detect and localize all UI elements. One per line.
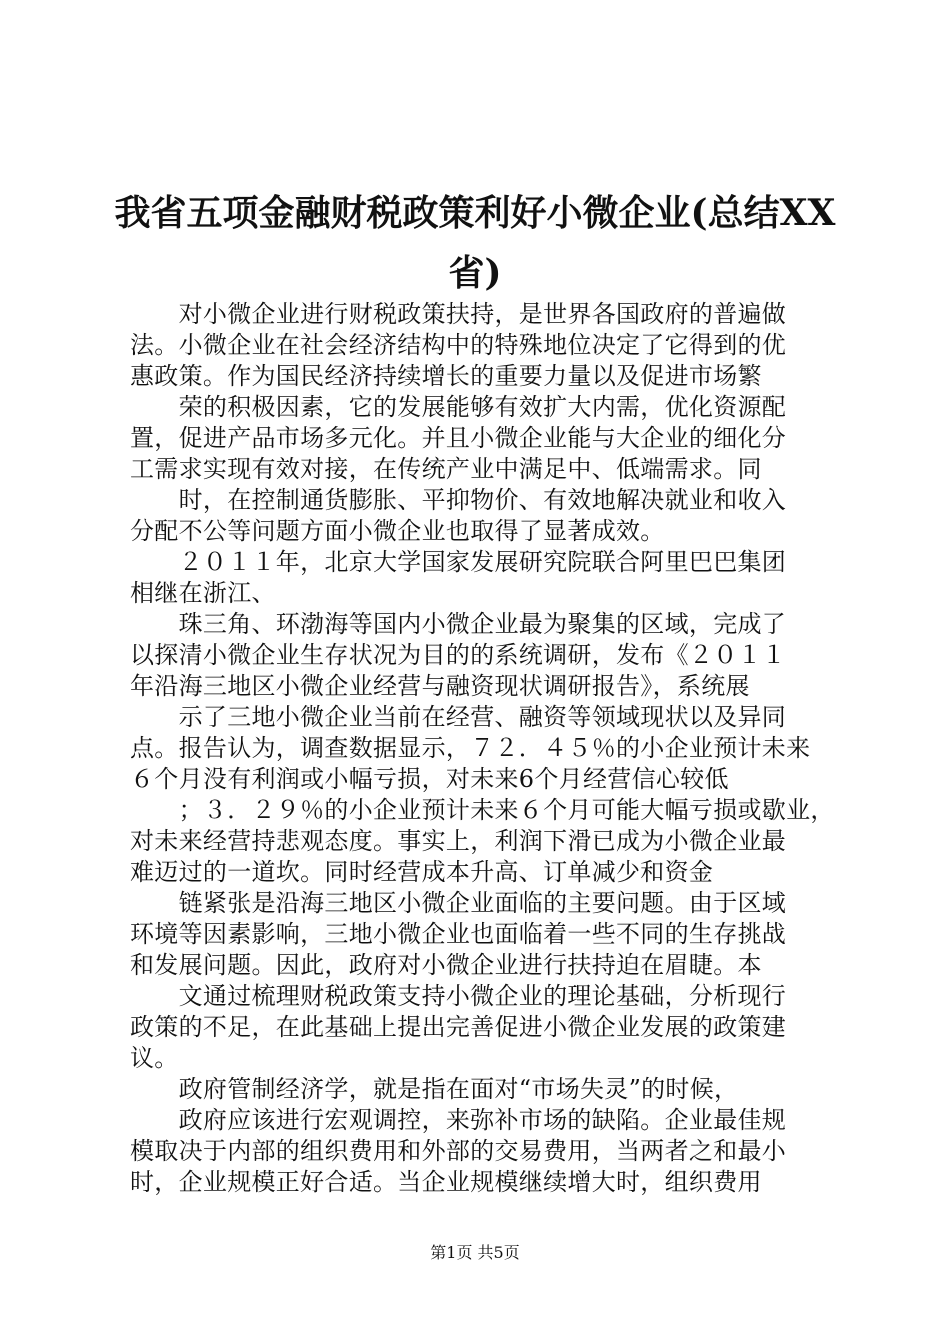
body-text-line: 荣的积极因素，它的发展能够有效扩大内需，优化资源配	[130, 393, 787, 421]
body-text-line: 难迈过的一道坎。同时经营成本升高、订单减少和资金	[130, 858, 714, 886]
body-text-line: 链紧张是沿海三地区小微企业面临的主要问题。由于区域	[130, 889, 787, 917]
body-text-line: 年沿海三地区小微企业经营与融资现状调研报告》，系统展	[130, 672, 750, 700]
body-text-line: 示了三地小微企业当前在经营、融资等领域现状以及异同	[130, 703, 787, 731]
body-text-line: 政策的不足，在此基础上提出完善促进小微企业发展的政策建	[130, 1013, 787, 1041]
body-text-line: 珠三角、环渤海等国内小微企业最为聚集的区域，完成了	[130, 610, 787, 638]
body-text-line: 和发展问题。因此，政府对小微企业进行扶持迫在眉睫。本	[130, 951, 762, 979]
page-footer: 第1页 共5页	[430, 1243, 520, 1262]
body-text-line: ２０１１年，北京大学国家发展研究院联合阿里巴巴集团	[130, 548, 787, 576]
body-text-line: 文通过梳理财税政策支持小微企业的理论基础，分析现行	[130, 982, 787, 1010]
body-text-line: 惠政策。作为国民经济持续增长的重要力量以及促进市场繁	[130, 362, 762, 390]
body-text-line: 工需求实现有效对接，在传统产业中满足中、低端需求。同	[130, 455, 762, 483]
body-text-line: 议。	[130, 1044, 179, 1072]
body-text-line: ；３．２９％的小企业预计未来６个月可能大幅亏损或歇业，	[130, 796, 835, 824]
body-text-line: 对未来经营持悲观态度。事实上，利润下滑已成为小微企业最	[130, 827, 787, 855]
body-text-line: ６个月没有利润或小幅亏损，对未来6个月经营信心较低	[130, 765, 729, 793]
body-text-line: 相继在浙江、	[130, 579, 276, 607]
body-text-line: 时，企业规模正好合适。当企业规模继续增大时，组织费用	[130, 1168, 762, 1196]
body-text-line: 置，促进产品市场多元化。并且小微企业能与大企业的细化分	[130, 424, 787, 452]
body-text-line: 环境等因素影响，三地小微企业也面临着一些不同的生存挑战	[130, 920, 787, 948]
body-text-line: 对小微企业进行财税政策扶持，是世界各国政府的普遍做	[130, 300, 787, 328]
body-text-line: 时，在控制通货膨胀、平抑物价、有效地解决就业和收入	[130, 486, 787, 514]
document-title-line1: 我省五项金融财税政策利好小微企业(总结XX	[114, 192, 836, 234]
body-text-line: 点。报告认为，调查数据显示，７２．４５％的小企业预计未来	[130, 734, 811, 762]
body-text-line: 政府管制经济学，就是指在面对“市场失灵”的时候，	[130, 1075, 739, 1103]
body-text-line: 法。小微企业在社会经济结构中的特殊地位决定了它得到的优	[130, 331, 787, 359]
body-text-line: 以探清小微企业生存状况为目的的系统调研，发布《２０１１	[130, 641, 787, 669]
body-text-line: 模取决于内部的组织费用和外部的交易费用，当两者之和最小	[130, 1137, 787, 1165]
document-title-line2: 省)	[448, 252, 502, 294]
body-text-line: 分配不公等问题方面小微企业也取得了显著成效。	[130, 517, 665, 545]
document-body	[130, 299, 835, 1198]
body-text-line: 政府应该进行宏观调控，来弥补市场的缺陷。企业最佳规	[130, 1106, 787, 1134]
